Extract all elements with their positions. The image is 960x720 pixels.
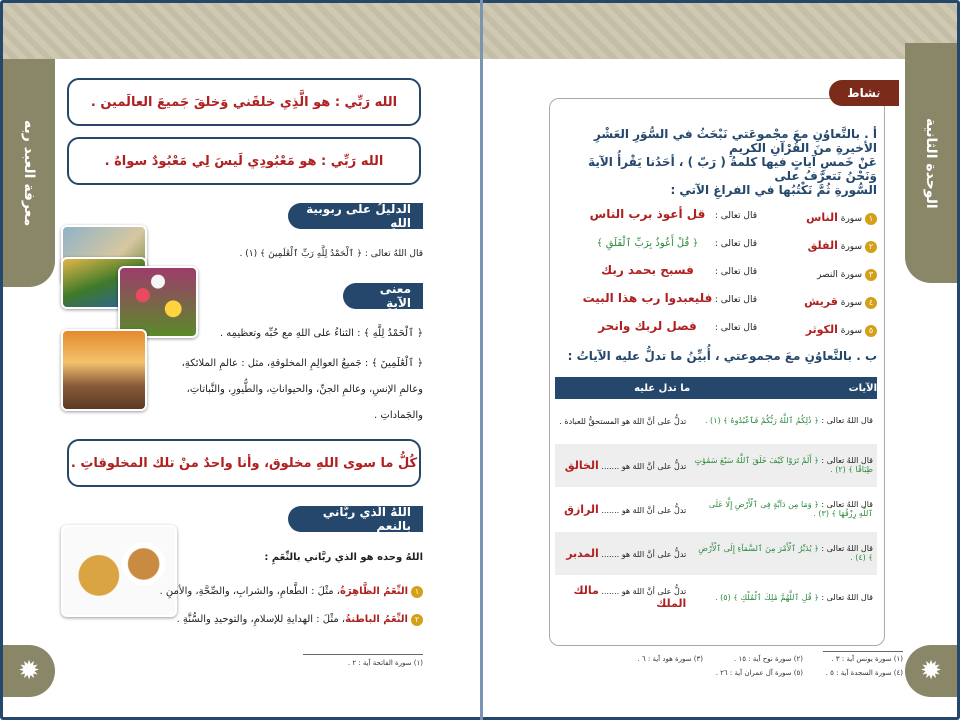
verse-text: ﴿ ذَٰلِكُمُ ٱللَّهُ رَبُّكُمْ فَٱعْبُدُوهُ ﴾ (١) .	[704, 416, 819, 426]
bullet-icon: ٢	[865, 241, 877, 253]
table-row	[555, 531, 877, 575]
verse-text: ﴿ أَلَمْ تَرَوْا كَيْفَ خَلَقَ ٱللَّهُ سَبْعَ سَمَٰوَٰتٍ طِبَاقًا ﴾ (٢) .	[694, 456, 873, 474]
surah-label: سورة	[840, 326, 862, 336]
footnote: (١) سورة الفاتحة آية : ٢ .	[347, 659, 423, 667]
footnote-5: (٥) سورة آل عمران آية : ٢٦ .	[715, 669, 803, 677]
meaning-cell	[555, 487, 690, 531]
said-label: قال تعالى :	[714, 239, 757, 249]
row-label	[808, 239, 877, 253]
surah-name: الكوثر	[805, 323, 838, 336]
verses-table	[555, 377, 877, 620]
meaning-cell	[555, 443, 690, 487]
row-label	[806, 323, 877, 337]
item-text: ، مثْلَ : الهدايةِ للإسلامِ، والتوحيدِ والسُّنَّةِ .	[176, 614, 346, 625]
desert-image	[61, 329, 147, 411]
section-title-text: الدليلُ على ربوبية اللهِ	[306, 202, 411, 230]
footnote-1: (١) سورة يونس آية : ٣ .	[831, 655, 903, 663]
corner-ornament	[3, 645, 55, 697]
right-page	[483, 3, 957, 717]
said-label: قال اللهُ تعالى :	[821, 500, 873, 509]
bullet-icon: ٢	[411, 614, 423, 626]
said-label: قال اللهُ تعالى :	[821, 456, 873, 465]
meaning-line-4: والجَماداتِ .	[374, 410, 423, 421]
meaning-line-2: ﴿ ٱلْعَٰلَمِينَ ﴾ : جَميعُ العوالِمِ المخلوقةِ، مثل : عالمِ الملائكةِ،	[181, 358, 423, 369]
question-b: ب . بالتَّعاوُنِ معَ مجموعتي ، أُبيِّنُ ما تدلُّ عليه الآياتُ :	[567, 349, 877, 363]
section-title-meaning	[343, 283, 423, 309]
surah-label: سورة	[840, 242, 862, 252]
verse-text: ﴿ قُلْ أَعُوذُ بِرَبِّ ٱلْفَلَقِ ﴾	[596, 238, 699, 249]
surah-name: الناس	[806, 211, 838, 224]
meaning-cell	[555, 575, 690, 619]
said-label: قال اللهُ تعالى :	[821, 592, 873, 602]
meaning-cell	[555, 399, 690, 443]
card-text: كُلُّ ما سوى اللهِ مخلوق، وأنا واحدٌ منْ تلك المخلوقاتِ .	[70, 455, 418, 471]
surah-row	[555, 261, 877, 285]
bullet-icon: ٥	[865, 325, 877, 337]
definition-card-1	[67, 78, 421, 126]
surah-row	[555, 289, 877, 313]
written-answer[interactable]: فليعبدوا رب هذا البيت	[582, 291, 713, 305]
footnote-3: (٣) سورة هود آية : ٦ .	[637, 655, 703, 663]
said-label: قال تعالى :	[714, 211, 757, 221]
surah-label: سورة	[840, 298, 862, 308]
footnote-rule	[303, 654, 423, 655]
corner-ornament	[905, 645, 957, 697]
table-row	[555, 487, 877, 531]
written-answer[interactable]: قل أعوذ برب الناس	[589, 207, 706, 221]
meaning-text: تدلُّ على أنَّ اللهَ هو .......	[601, 461, 687, 471]
written-answer[interactable]: الرازق	[564, 502, 599, 516]
written-answer[interactable]: المدبر	[566, 546, 599, 560]
said-label: قال تعالى :	[714, 267, 757, 277]
side-tab	[905, 43, 957, 283]
footnote-rule	[823, 651, 903, 652]
question-a-line-3: السُّورةِ ثُمَّ نَكْتُبُها في الفراغِ الآتي :	[670, 183, 877, 197]
section-title-text: معنى الآيةِ	[379, 282, 411, 310]
surah-row	[555, 205, 877, 229]
meaning-line-1: ﴿ ٱلْحَمْدُ لِلَّهِ ﴾ : الثناءُ على اللهِ مع حُبِّه وتعظيمِه .	[219, 328, 423, 339]
side-tab	[3, 59, 55, 287]
meaning-line-3: وعالمِ الإنسِ، وعالمِ الجنِّ، والحيواناتِ، والطُّيورِ، والنَّباتاتِ،	[186, 384, 423, 395]
summary-card	[67, 439, 421, 487]
left-page	[3, 3, 480, 717]
verse-line: قال اللهُ تعالى : ﴿ ٱلْحَمْدُ لِلَّهِ رَبِّ ٱلْعَٰلَمِينَ ﴾ (١) .	[239, 249, 423, 259]
surah-label: سورة النصر	[817, 270, 862, 280]
table-row	[555, 575, 877, 619]
top-banner	[483, 3, 957, 59]
row-label	[806, 211, 877, 225]
table-head-meaning: ما تدل عليه	[555, 377, 690, 399]
surah-name: الفلق	[807, 239, 838, 252]
footnote-2: (٢) سورة نوح آية : ١٥ .	[734, 655, 803, 663]
written-answer[interactable]: مالك الملك	[573, 584, 687, 610]
question-a-line-2: عَنْ خَمسِ آياتٍ فيها كلمةُ ( رَبّ ) ، أحَدُنا يَقْرأُ الآيةَ وَنَحْنُ نَتعرَّفُ على	[588, 155, 877, 183]
verse-text: ﴿ يُدَبِّرُ ٱلْأَمْرَ مِنَ ٱلسَّمَآءِ إِلَى ٱلْأَرْضِ ﴾ (٤) .	[698, 544, 873, 562]
definition-card-2	[67, 137, 421, 185]
blessing-item-2	[153, 611, 423, 629]
meaning-text: تدلُّ على أنَّ اللهَ هو .......	[601, 587, 687, 596]
table-row	[555, 443, 877, 487]
item-title: النِّعَمُ الظَّاهِرَةُ	[340, 586, 408, 597]
top-banner	[3, 3, 480, 59]
question-icon: ?	[875, 83, 887, 107]
footnote-4: (٤) سورة السجدة آية : ٥ .	[825, 669, 903, 677]
verse-cell	[690, 443, 877, 487]
item-text: ، مثْلَ : الطَّعامِ، والشرابِ، والصِّحَّةِ، والأمنِ .	[159, 586, 341, 597]
section-title-text: اللهُ الَّذي ربَّاني بالنعم	[322, 505, 411, 533]
card-text: الله رَبِّي : هو الَّذِي خلقَني وَخلقَ جَميعَ العالَمين .	[90, 94, 398, 110]
meaning-text: تدلُّ على أنَّ اللهَ هو .......	[601, 549, 687, 559]
activity-label: نشاط	[847, 86, 881, 100]
bullet-icon: ١	[865, 213, 877, 225]
row-label	[817, 267, 877, 281]
star-icon: ✹	[18, 656, 40, 686]
side-tab-label: الوحدة الثانية	[923, 117, 939, 209]
bullet-icon: ١	[411, 586, 423, 598]
food-image	[61, 525, 177, 617]
verse-cell	[690, 531, 877, 575]
blessing-item-1	[153, 583, 423, 601]
bullet-icon: ٤	[865, 297, 877, 309]
table-row	[555, 399, 877, 443]
table-head-verses: الآيات	[690, 377, 877, 399]
bullet-icon: ٣	[865, 269, 877, 281]
meaning-text: تدلُّ على أنَّ اللهَ هو المستحقُّ للعبادة .	[559, 417, 687, 427]
written-answer[interactable]: فصل لربك وانحر	[598, 319, 697, 333]
verse-cell	[690, 487, 877, 531]
item-title: النِّعَمُ الباطنةُ	[345, 614, 408, 625]
section-title-blessings	[288, 506, 423, 532]
said-label: قال اللهُ تعالى :	[821, 416, 873, 426]
blessings-intro: اللهُ وحده هو الذي ربَّاني بالنِّعَمِ :	[264, 552, 423, 563]
verse-text: ﴿ قُلِ ٱللَّهُمَّ مَٰلِكَ ٱلْمُلْكِ ﴾ (٥) .	[715, 592, 819, 602]
star-icon: ✹	[920, 656, 942, 686]
card-text: الله رَبِّي : هو مَعْبُودِي لَيسَ لِي مَعْبُودٌ سواهُ .	[104, 153, 384, 169]
question-a-line-1: أ . بالتَّعاوُنِ معَ مجْموعَتي نَبْحَثُ في السُّوَرِ العَشْرِ الأخيرةِ منَ القُرْآنِ الكريمِ	[593, 127, 877, 155]
written-answer[interactable]: الخالق	[564, 458, 599, 472]
surah-row	[555, 233, 877, 257]
said-label: قال تعالى :	[714, 295, 757, 305]
said-label: قال تعالى :	[714, 323, 757, 333]
surah-label: سورة	[840, 214, 862, 224]
meaning-text: تدلُّ على أنَّ اللهَ هو .......	[601, 505, 687, 515]
verse-cell	[690, 399, 877, 443]
section-title-evidence	[288, 203, 423, 229]
said-label: قال اللهُ تعالى :	[821, 544, 873, 553]
surah-name: قريش	[804, 295, 838, 308]
row-label	[804, 295, 877, 309]
written-answer[interactable]: فسبح بحمد ربك	[601, 263, 694, 277]
verse-cell	[690, 575, 877, 619]
meaning-cell	[555, 531, 690, 575]
verse-text: ﴿ وَمَا مِن دَآبَّةٍ فِى ٱلْأَرْضِ إِلَّا عَلَى ٱللَّهِ رِزْقُهَا ﴾ (٣) .	[708, 500, 873, 518]
side-tab-label: معرفة العبد ربه	[21, 119, 37, 227]
surah-row	[555, 317, 877, 341]
activity-tag	[829, 80, 899, 106]
